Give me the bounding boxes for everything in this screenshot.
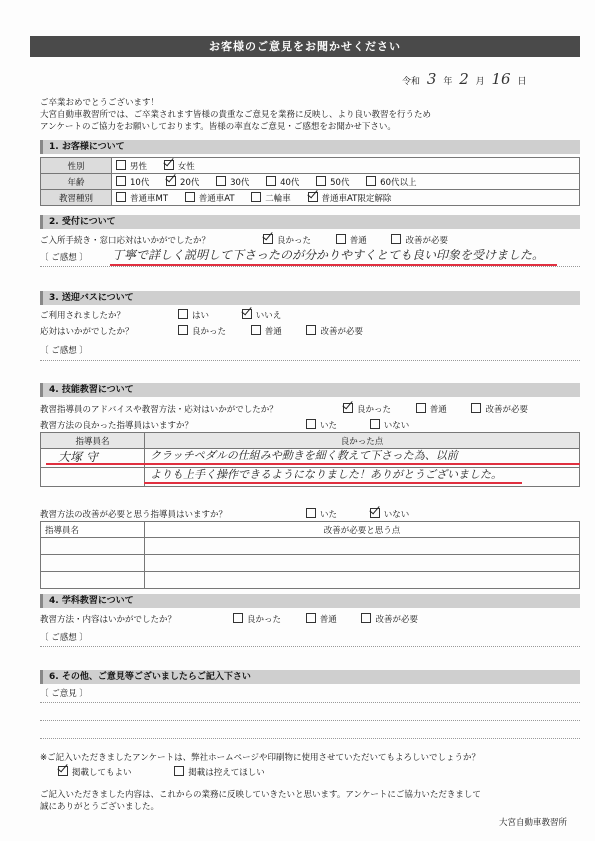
section-4-header: 4. 技能教習について [40, 383, 580, 397]
checkbox-icon[interactable] [174, 766, 184, 776]
section-1-header: 1. お客様について [40, 140, 580, 154]
checkbox-icon[interactable] [233, 613, 243, 623]
column-header-instructor: 指導員名 [41, 433, 145, 449]
reception-comment-label: 〔 ご感想 〕 [40, 253, 88, 263]
option-normal[interactable]: 普通 [416, 405, 447, 415]
checkbox-icon[interactable] [471, 403, 481, 413]
row-label-age: 年齢 [41, 174, 112, 190]
checkbox-checked-icon[interactable] [263, 234, 273, 244]
academic-comment-label: 〔 ご感想 〕 [40, 633, 88, 643]
intro-line: 大宮自動車教習所では、ご卒業されます皆様の貴重なご意見を業務に反映し、より良い教習を行うため [40, 110, 432, 120]
checkbox-checked-icon[interactable] [242, 309, 252, 319]
checkbox-checked-icon[interactable] [58, 766, 68, 776]
good-point-line-2[interactable]: よりも上手く操作できるようになりました！ありがとうございました。 [150, 468, 502, 481]
checkbox-icon[interactable] [366, 176, 376, 186]
course-options [112, 190, 580, 206]
option-yes[interactable]: はい [178, 311, 209, 321]
academic-options [233, 613, 432, 625]
divider [40, 646, 580, 647]
red-underline [46, 463, 580, 465]
instructor-advice-options [343, 403, 542, 415]
date-month[interactable]: 2 [459, 70, 469, 88]
table-cell[interactable] [41, 468, 145, 487]
intro-text [40, 97, 580, 133]
checkbox-icon[interactable] [251, 192, 261, 202]
checkbox-icon[interactable] [216, 176, 226, 186]
column-header-good-point: 良かった点 [145, 433, 580, 449]
row-label-gender: 性別 [41, 158, 112, 174]
bus-comment-label: 〔 ご感想 〕 [40, 346, 88, 356]
section-academic-header: 4. 学科教習について [40, 594, 580, 608]
option-decline[interactable]: 掲載は控えてほしい [174, 768, 265, 778]
option-allow[interactable]: 掲載してもよい [58, 768, 132, 778]
date-year[interactable]: 3 [426, 70, 437, 88]
academic-question: 教習方法・内容はいかがでしたか？ [40, 615, 177, 625]
permission-question: ※ご記入いただきましたアンケートは、弊社ホームページや印刷物に使用させていただいてもよろしいでしょうか？ [40, 753, 480, 763]
option-female[interactable]: 女性 [164, 162, 195, 172]
bus-service-question: 応対はいかがでしたか？ [40, 327, 134, 337]
checkbox-icon[interactable] [306, 419, 316, 429]
divider [40, 738, 580, 739]
reception-question: ご入所手続き・窓口応対はいかがでしたか？ [40, 236, 211, 246]
option-yes[interactable]: いた [306, 510, 337, 520]
checkbox-icon[interactable] [178, 309, 188, 319]
checkbox-icon[interactable] [306, 325, 316, 335]
section-3-header: 3. 送迎バスについて [40, 291, 580, 305]
row-label-course: 教習種別 [41, 190, 112, 206]
date-row [402, 70, 527, 88]
option-10s[interactable]: 10代 [116, 178, 149, 188]
option-male[interactable]: 男性 [116, 162, 147, 172]
good-point-line-1[interactable]: クラッチペダルの仕組みや動きを細く教えて下さった為、以前 [150, 449, 458, 462]
option-needs-improvement[interactable]: 改善が必要 [471, 405, 528, 415]
checkbox-icon[interactable] [251, 325, 261, 335]
column-header-instructor: 指導員名 [41, 522, 145, 538]
bus-service-options [178, 325, 377, 337]
other-comment-label: 〔 ご意見 〕 [40, 689, 88, 699]
checkbox-icon[interactable] [336, 234, 346, 244]
intro-line: アンケートのご協力をお願いしております。皆様の率直なご意見・ご感想をお聞かせ下さい。 [40, 122, 396, 132]
checkbox-icon[interactable] [370, 419, 380, 429]
page-title: お客様のご意見をお聞かせください [30, 36, 580, 57]
option-yes[interactable]: いた [306, 421, 337, 431]
thanks-text: ご記入いただきました内容は、これからの業務に反映していきたいと思います。アンケートにご協力いただきまして 誠にありがとうございました。 [40, 790, 481, 812]
red-underline [144, 482, 522, 484]
date-day[interactable]: 16 [491, 70, 511, 88]
column-header-improvement: 改善が必要と思う点 [145, 522, 580, 538]
option-at-limit-release[interactable]: 普通車AT限定解除 [308, 194, 392, 204]
section-2-header: 2. 受付について [40, 215, 580, 229]
checkbox-icon[interactable] [116, 160, 126, 170]
table-cell[interactable] [41, 538, 145, 555]
option-good[interactable]: 良かった [343, 405, 391, 415]
table-cell[interactable] [41, 572, 145, 589]
date-day-unit: 日 [517, 77, 527, 87]
option-good[interactable]: 良かった [233, 615, 281, 625]
divider [40, 720, 580, 721]
checkbox-icon[interactable] [185, 192, 195, 202]
option-normal[interactable]: 普通 [336, 236, 367, 246]
checkbox-checked-icon[interactable] [343, 403, 353, 413]
improve-instructor-question: 教習方法の改善が必要と思う指導員はいますか？ [40, 510, 228, 520]
date-era: 令和 [402, 77, 421, 87]
instructor-name[interactable]: 大塚 守 [58, 450, 98, 464]
checkbox-icon[interactable] [306, 613, 316, 623]
divider [40, 360, 580, 361]
option-normal[interactable]: 普通 [251, 327, 282, 337]
bus-use-options [178, 309, 295, 321]
option-motorcycle[interactable]: 二輪車 [251, 194, 291, 204]
option-good[interactable]: 良かった [263, 236, 311, 246]
gender-options [112, 158, 580, 174]
good-instructor-options [306, 419, 423, 431]
reception-comment[interactable]: 丁寧で詳しく説明して下さったのが分かりやすくとても良い印象を受けました。 [112, 248, 545, 262]
checkbox-icon[interactable] [306, 508, 316, 518]
table-cell[interactable] [145, 538, 580, 555]
option-needs-improvement[interactable]: 改善が必要 [391, 236, 448, 246]
reception-options [263, 234, 462, 246]
age-options [112, 174, 580, 190]
option-at[interactable]: 普通車AT [185, 194, 235, 204]
date-year-unit: 年 [443, 77, 453, 87]
checkbox-icon[interactable] [416, 403, 426, 413]
improve-instructor-options [306, 508, 423, 520]
instructor-advice-question: 教習指導員のアドバイスや教習方法・応対はいかがでしたか？ [40, 405, 278, 415]
option-40s[interactable]: 40代 [266, 178, 299, 188]
intro-line: ご卒業おめでとうございます！ [40, 98, 160, 108]
date-month-unit: 月 [475, 77, 485, 87]
option-needs-improvement[interactable]: 改善が必要 [306, 327, 363, 337]
checkbox-icon[interactable] [116, 192, 126, 202]
checkbox-icon[interactable] [178, 325, 188, 335]
option-no[interactable]: いない [370, 421, 410, 431]
option-normal[interactable]: 普通 [306, 615, 337, 625]
divider [40, 266, 580, 267]
checkbox-icon[interactable] [116, 176, 126, 186]
customer-info-table [40, 157, 580, 206]
option-needs-improvement[interactable]: 改善が必要 [361, 615, 418, 625]
checkbox-icon[interactable] [266, 176, 276, 186]
checkbox-checked-icon[interactable] [164, 160, 174, 170]
divider [40, 702, 580, 703]
option-30s[interactable]: 30代 [216, 178, 249, 188]
option-50s[interactable]: 50代 [316, 178, 349, 188]
option-mt[interactable]: 普通車MT [116, 194, 168, 204]
checkbox-icon[interactable] [361, 613, 371, 623]
checkbox-icon[interactable] [316, 176, 326, 186]
table-cell[interactable] [41, 555, 145, 572]
section-6-header: 6. その他、ご意見等ございましたらご記入下さい [40, 670, 580, 684]
option-20s[interactable]: 20代 [166, 178, 199, 188]
checkbox-checked-icon[interactable] [166, 176, 176, 186]
option-no[interactable]: いいえ [242, 311, 282, 321]
table-cell[interactable] [145, 572, 580, 589]
checkbox-checked-icon[interactable] [370, 508, 380, 518]
option-no[interactable]: いない [370, 510, 410, 520]
permission-options [58, 766, 279, 778]
company-name: 大宮自動車教習所 [498, 818, 567, 828]
table-cell[interactable] [145, 555, 580, 572]
checkbox-icon[interactable] [391, 234, 401, 244]
checkbox-checked-icon[interactable] [308, 192, 318, 202]
improve-instructor-table [40, 521, 580, 589]
good-instructor-question: 教習方法の良かった指導員はいますか？ [40, 421, 194, 431]
option-good[interactable]: 良かった [178, 327, 226, 337]
bus-use-question: ご利用されましたか？ [40, 311, 126, 321]
option-60s-plus[interactable]: 60代以上 [366, 178, 416, 188]
